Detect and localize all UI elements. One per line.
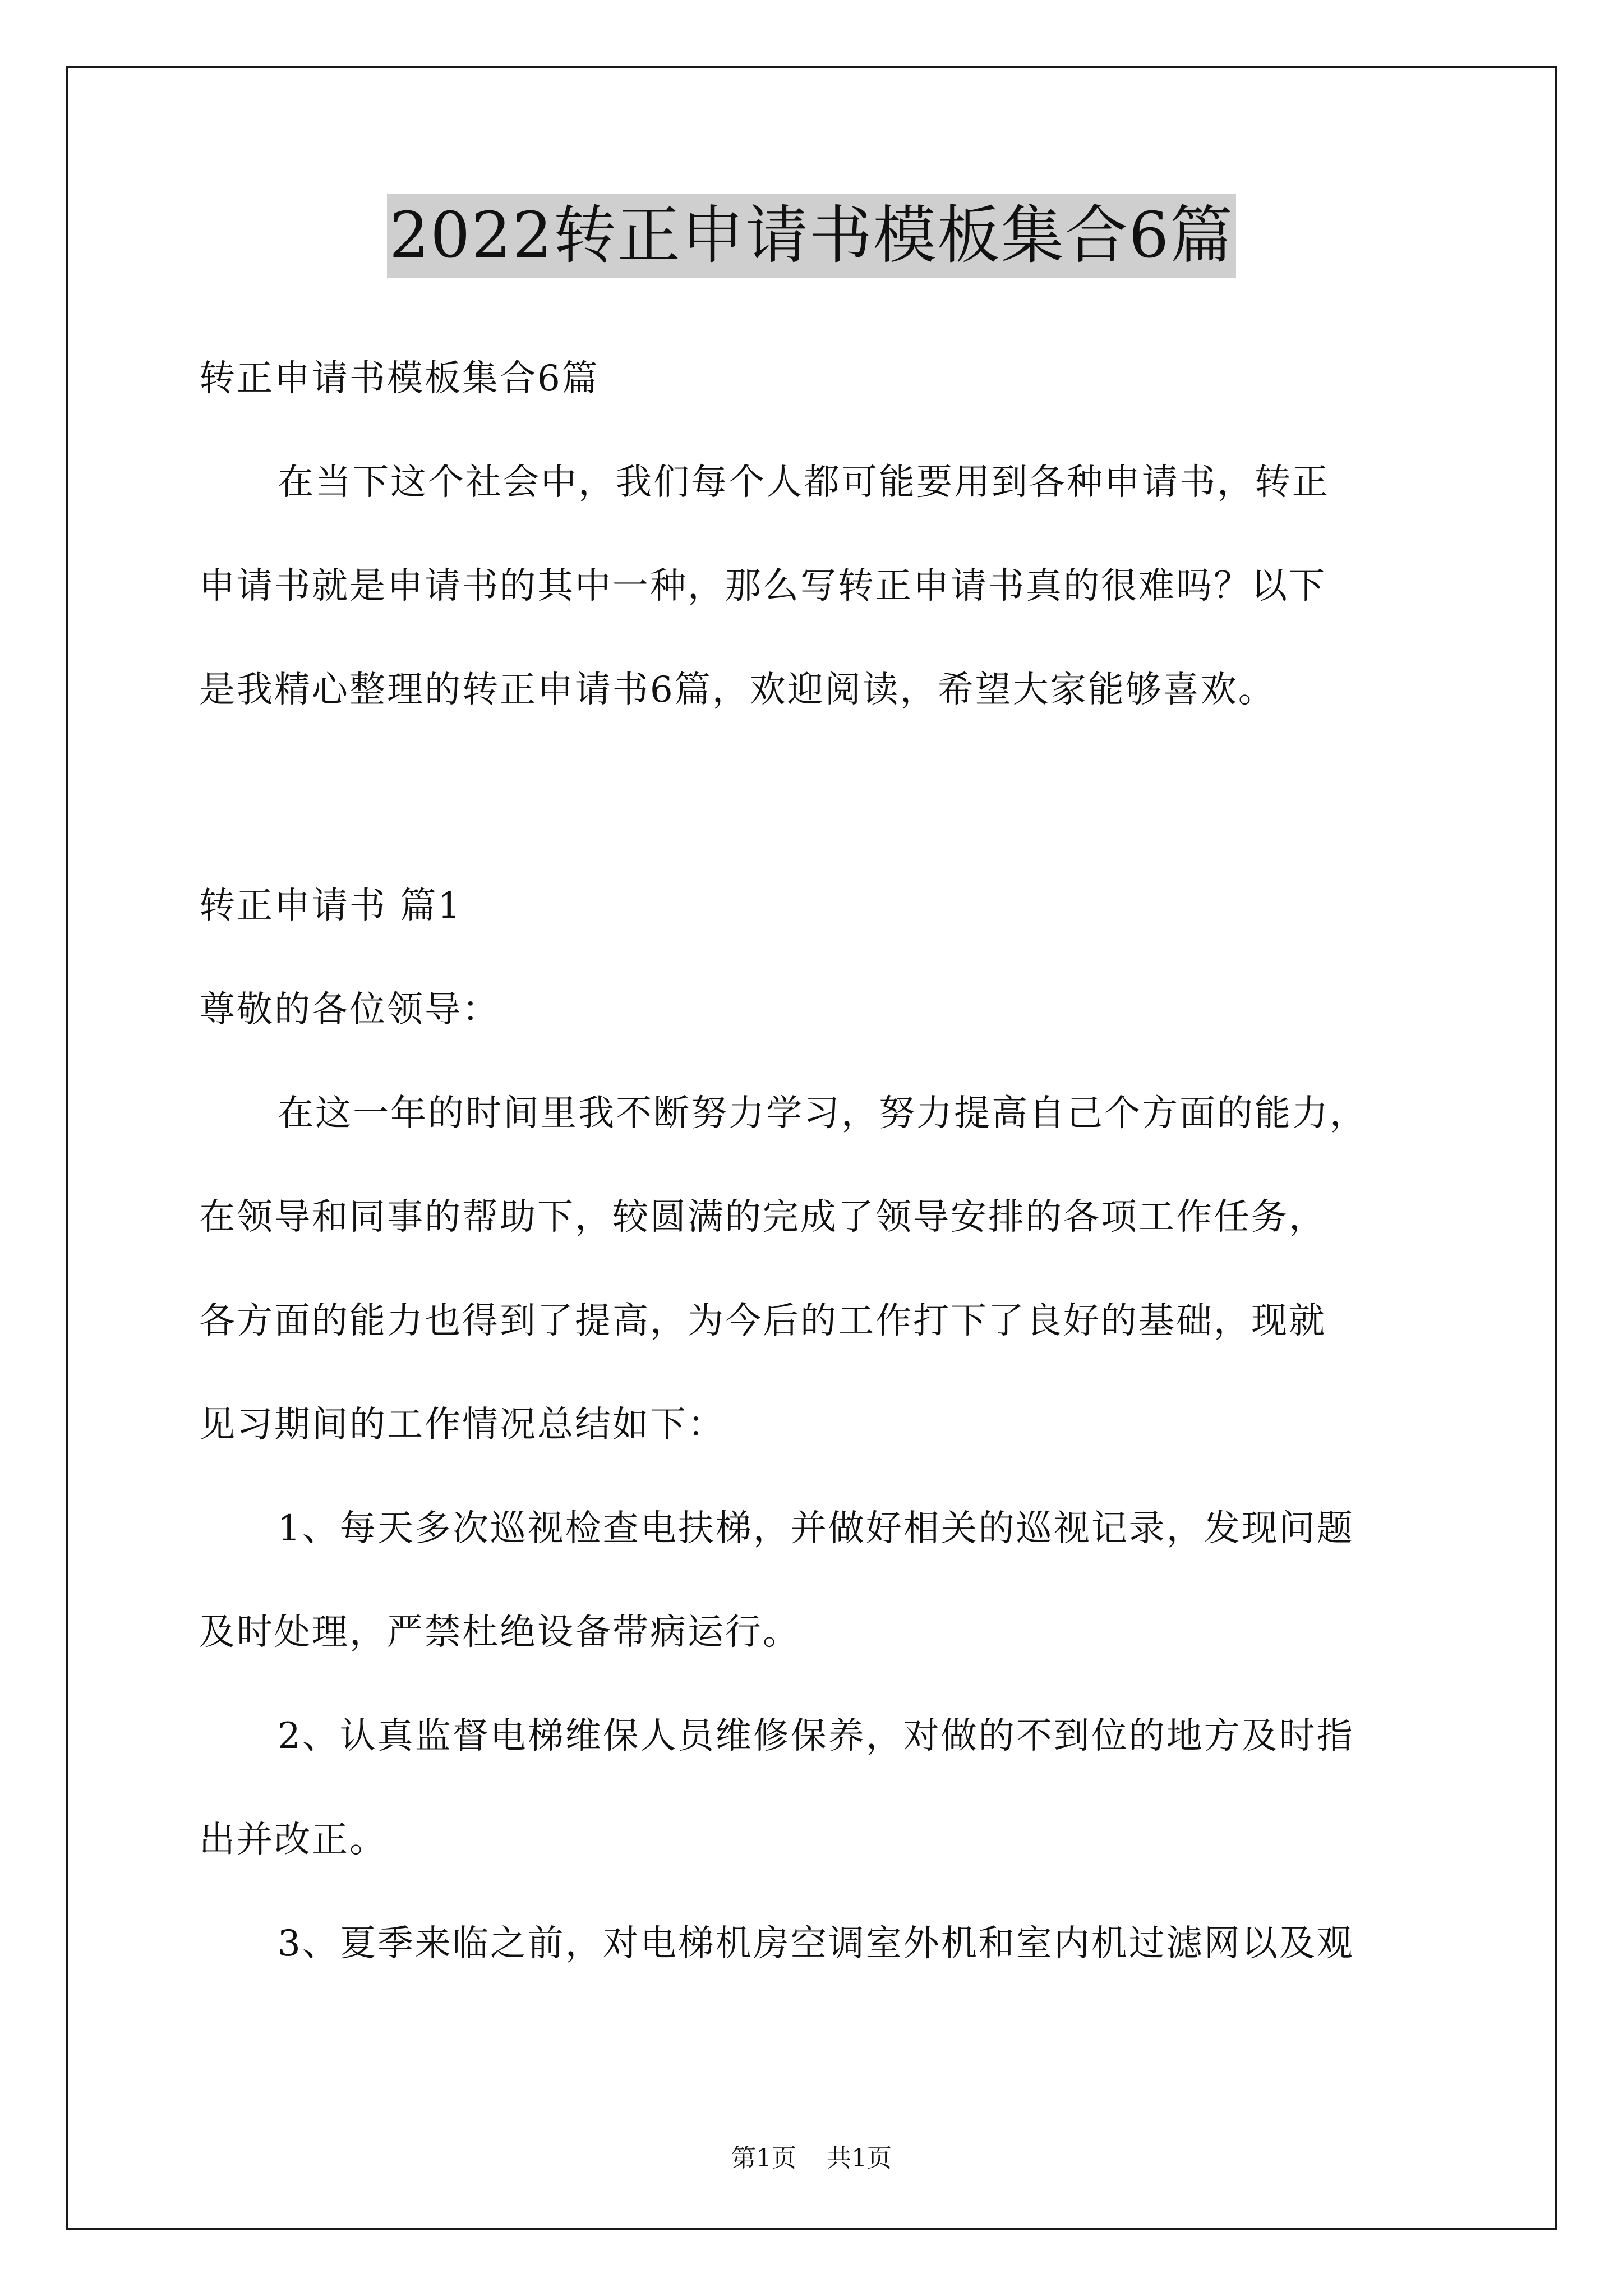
item1-line-2: 及时处理，严禁杜绝设备带病运行。 xyxy=(199,1612,800,1653)
page-footer xyxy=(0,2142,1623,2175)
page-number: 第1页 xyxy=(731,2144,796,2173)
para1-line-4: 见习期间的工作情况总结如下： xyxy=(199,1404,725,1446)
document-subtitle: 转正申请书模板集合6篇 xyxy=(199,358,600,399)
para1-line-2: 在领导和同事的帮助下，较圆满的完成了领导安排的各项工作任务， xyxy=(199,1197,1326,1238)
para1-line-1: 在这一年的时间里我不断努力学习，努力提高自己个方面的能力， xyxy=(278,1093,1367,1134)
intro-line-2: 申请书就是申请书的其中一种，那么写转正申请书真的很难吗？以下 xyxy=(199,565,1326,607)
item1-line-1: 1、每天多次巡视检查电扶梯，并做好相关的巡视记录，发现问题 xyxy=(278,1508,1354,1549)
section-heading: 转正申请书 篇1 xyxy=(199,885,463,927)
salutation: 尊敬的各位领导： xyxy=(199,989,500,1030)
page-total: 共1页 xyxy=(827,2144,892,2173)
item2-line-1: 2、认真监督电梯维保人员维修保养，对做的不到位的地方及时指 xyxy=(278,1715,1354,1757)
document-title xyxy=(0,194,1623,278)
document-title-text: 2022转正申请书模板集合6篇 xyxy=(387,194,1236,278)
item2-line-2: 出并改正。 xyxy=(199,1819,387,1861)
intro-line-3: 是我精心整理的转正申请书6篇，欢迎阅读，希望大家能够喜欢。 xyxy=(199,669,1276,711)
para1-line-3: 各方面的能力也得到了提高，为今后的工作打下了良好的基础，现就 xyxy=(199,1300,1326,1342)
intro-line-1: 在当下这个社会中，我们每个人都可能要用到各种申请书，转正 xyxy=(278,462,1330,503)
item3-line-1: 3、夏季来临之前，对电梯机房空调室外机和室内机过滤网以及观 xyxy=(278,1923,1354,1964)
